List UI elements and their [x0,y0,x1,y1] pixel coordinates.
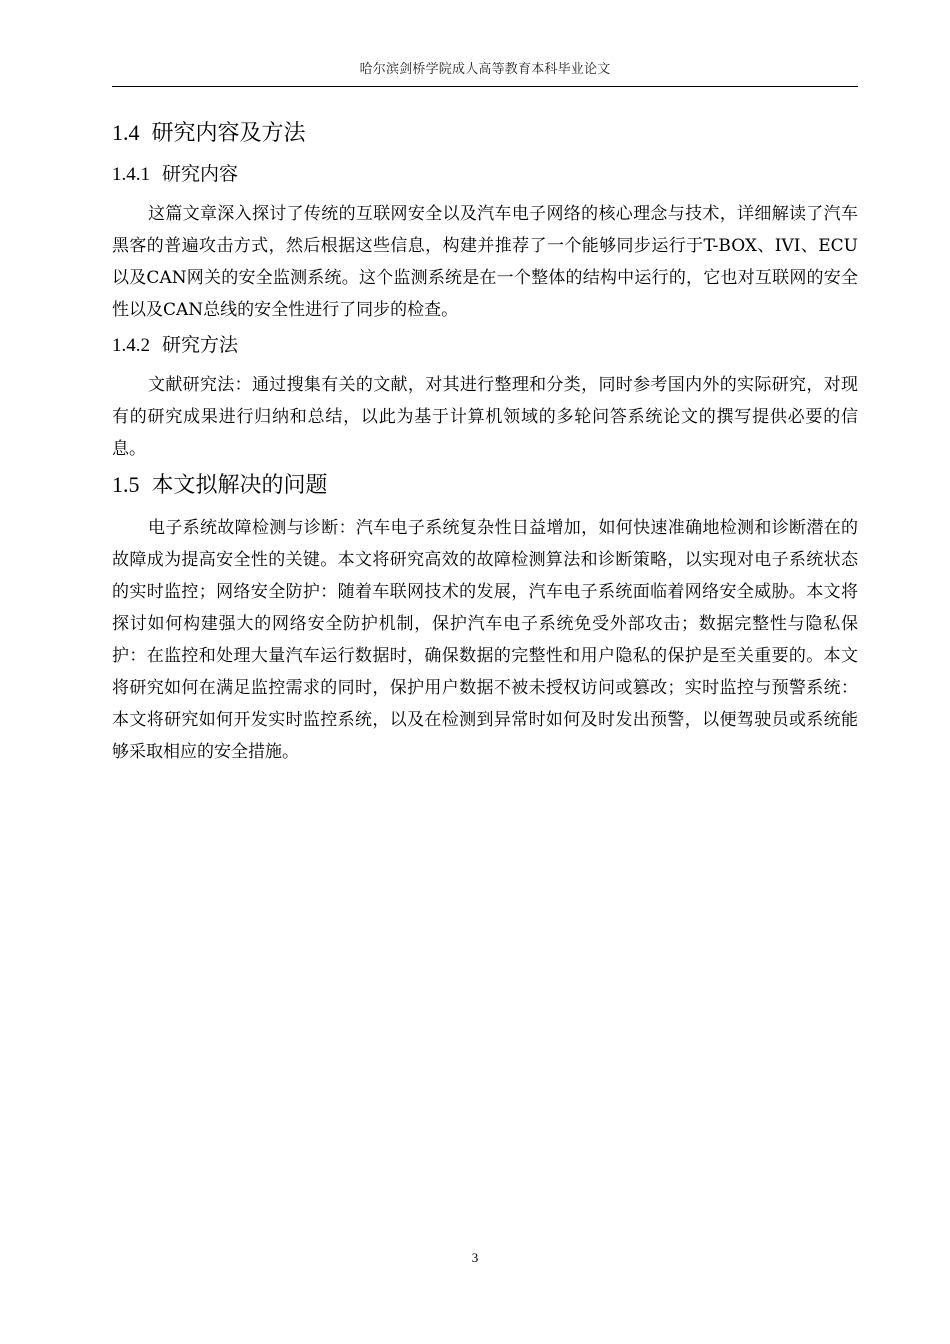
subsection-title: 研究内容 [162,163,239,185]
header-rule [112,86,858,87]
paragraph-problems: 电子系统故障检测与诊断：汽车电子系统复杂性日益增加，如何快速准确地检测和诊断潜在的故障成为提高安全性的关键。本文将研究高效的故障检测算法和诊断策略，以实现对电子系统状态的实时监控；网络安全防护：随着车联网技术的发展，汽车电子系统面临着网络安全威胁。本文将探讨如何构建强大的网络安全防护机制，保护汽车电子系统免受外部攻击；数据完整性与隐私保护：在监控和处理大量汽车运行数据时，确保数据的完整性和用户隐私的保护是至关重要的。本文将研究如何在满足监控需求的同时，保护用户数据不被未授权访问或篡改；实时监控与预警系统：本文将研究如何开发实时监控系统，以及在检测到异常时如何及时发出预警，以便驾驶员或系统能够采取相应的安全措施。 [112,518,858,762]
paragraph-research-method: 文献研究法：通过搜集有关的文献，对其进行整理和分类，同时参考国内外的实际研究，对现有的研究成果进行归纳和总结，以此为基于计算机领域的多轮问答系统论文的撰写提供必要的信息。 [112,375,858,459]
running-header: 哈尔滨剑桥学院成人高等教育本科毕业论文 [359,62,611,77]
subsection-number: 1.4.2 [112,335,150,356]
subsection-number: 1.4.1 [112,164,150,185]
subsection-heading-1-4-1 [112,160,858,189]
subsection-heading-1-4-2 [112,331,858,360]
section-number: 1.4 [112,120,140,145]
section-title: 本文拟解决的问题 [151,473,328,498]
page-number: 3 [471,1250,479,1265]
section-number: 1.5 [112,472,140,497]
paragraph-research-content: 这篇文章深入探讨了传统的互联网安全以及汽车电子网络的核心理念与技术，详细解读了汽车黑客的普遍攻击方式，然后根据这些信息，构建并推荐了一个能够同步运行于T-BOX、IVI、ECU以及CAN网关的安全监测系统。这个监测系统是在一个整体的结构中运行的，它也对互联网的安全性以及CAN总线的安全性进行了同步的检查。 [112,204,858,320]
section-heading-1-4 [112,118,858,149]
page-content [112,118,858,773]
section-title: 研究内容及方法 [151,121,306,146]
section-heading-1-5 [112,470,858,501]
subsection-title: 研究方法 [162,334,239,356]
